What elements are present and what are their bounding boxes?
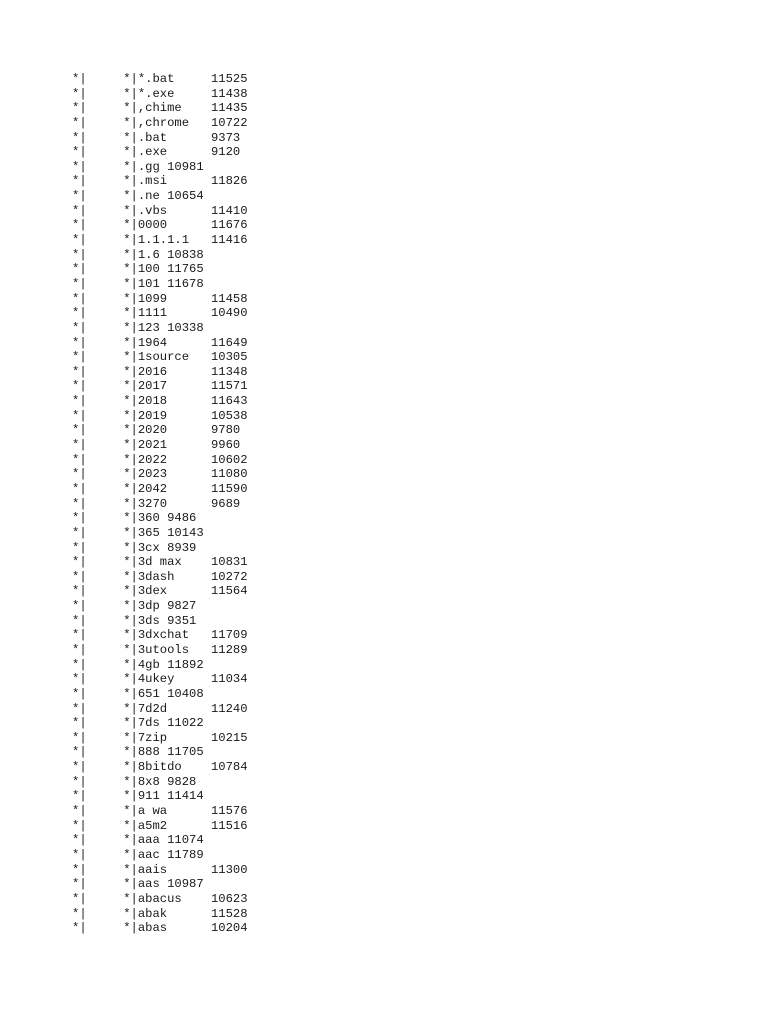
text-line: *| *|8x8 9828 [72,774,197,789]
text-line: *| *|.bat 9373 [72,130,241,145]
text-line: *| *|*.exe 11438 [72,86,248,101]
text-line: *| *|888 11705 [72,745,204,760]
text-line: *| *|1964 11649 [72,335,248,350]
text-line: *| *|3dash 10272 [72,569,248,584]
text-line: *| *|101 11678 [72,276,204,291]
text-line: *| *|4gb 11892 [72,657,204,672]
text-line: *| *|aas 10987 [72,877,204,892]
text-line: *| *|651 10408 [72,686,204,701]
text-line: *| *|2021 9960 [72,438,241,453]
text-line: *| *|2042 11590 [72,481,248,496]
text-line: *| *|360 9486 [72,511,197,526]
text-line: *| *|1099 11458 [72,291,248,306]
text-line: *| *|2022 10602 [72,452,248,467]
text-line: *| *|2020 9780 [72,423,241,438]
text-line: *| *|abak 11528 [72,906,248,921]
text-line: *| *|3dp 9827 [72,599,197,614]
text-line: *| *|,chime 11435 [72,101,248,116]
text-line: *| *|a wa 11576 [72,804,248,819]
text-line: *| *|123 10338 [72,320,204,335]
text-line: *| *|2019 10538 [72,408,248,423]
text-line: *| *|7ds 11022 [72,716,204,731]
text-line: *| *|3dxchat 11709 [72,628,248,643]
text-line: *| *|1.6 10838 [72,247,204,262]
text-line: *| *|1.1.1.1 11416 [72,233,248,248]
text-line: *| *|8bitdo 10784 [72,760,248,775]
text-line: *| *|3d max 10831 [72,555,248,570]
text-line: *| *|2016 11348 [72,364,248,379]
text-line: *| *|7zip 10215 [72,730,248,745]
text-line: *| *|3ds 9351 [72,613,197,628]
text-line: *| *|911 11414 [72,789,204,804]
text-line: *| *|aaa 11074 [72,833,204,848]
text-line: *| *|.gg 10981 [72,159,204,174]
text-line: *| *|0000 11676 [72,218,248,233]
text-line: *| *|1111 10490 [72,306,248,321]
text-line: *| *|.vbs 11410 [72,203,248,218]
text-line: *| *|3dex 11564 [72,584,248,599]
text-line: *| *|2023 11080 [72,467,248,482]
text-line: *| *|,chrome 10722 [72,115,248,130]
text-line: *| *|abacus 10623 [72,891,248,906]
text-line: *| *|2017 11571 [72,379,248,394]
text-line: *| *|365 10143 [72,525,204,540]
text-line: *| *|3cx 8939 [72,540,197,555]
text-line: *| *|100 11765 [72,262,204,277]
text-line: *| *|.ne 10654 [72,189,204,204]
text-line: *| *|1source 10305 [72,350,248,365]
text-line: *| *|.exe 9120 [72,145,241,160]
text-listing [72,72,248,936]
text-line: *| *|7d2d 11240 [72,701,248,716]
text-line: *| *|2018 11643 [72,394,248,409]
text-line: *| *|abas 10204 [72,921,248,936]
text-line: *| *|aac 11789 [72,847,204,862]
text-line: *| *|3utools 11289 [72,642,248,657]
text-line: *| *|.msi 11826 [72,174,248,189]
text-line: *| *|*.bat 11525 [72,72,248,86]
text-line: *| *|3270 9689 [72,496,241,511]
text-line: *| *|aais 11300 [72,862,248,877]
text-line: *| *|a5m2 11516 [72,818,248,833]
text-line: *| *|4ukey 11034 [72,672,248,687]
